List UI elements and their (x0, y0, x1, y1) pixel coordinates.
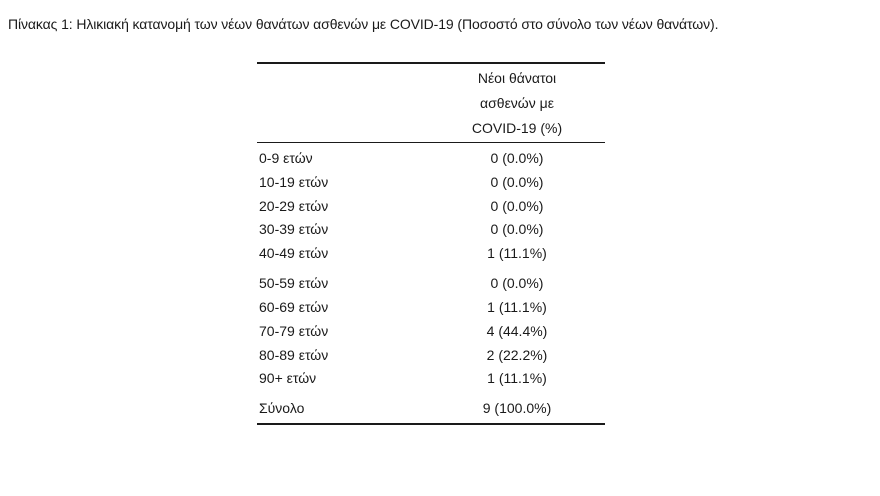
table-row (257, 271, 605, 295)
table-top-rule (257, 62, 605, 64)
header-rule (257, 142, 605, 143)
row-label: 50-59 ετών (259, 275, 329, 291)
row-value: 0 (0.0%) (490, 174, 544, 190)
row-value: 4 (44.4%) (486, 323, 548, 339)
table-row (257, 217, 605, 241)
row-label: 90+ ετών (259, 370, 317, 386)
row-label: 10-19 ετών (259, 174, 329, 190)
table-row (257, 170, 605, 194)
row-label: 70-79 ετών (259, 323, 329, 339)
total-row (257, 396, 605, 420)
table-row (257, 241, 605, 265)
column-header-line-2: ασθενών με (480, 95, 554, 111)
table-row (257, 146, 605, 170)
row-value: 2 (22.2%) (486, 347, 548, 363)
row-value: 0 (0.0%) (490, 198, 544, 214)
table-row (257, 295, 605, 319)
row-value: 1 (11.1%) (487, 245, 547, 261)
table-row (257, 366, 605, 390)
column-header-line-1: Νέοι θάνατοι (477, 70, 557, 86)
total-label: Σύνολο (259, 400, 305, 416)
table-caption: Πίνακας 1: Ηλικιακή κατανομή των νέων θανάτων ασθενών με COVID-19 (Ποσοστό στο σύνολο των νέων θανάτων). (8, 16, 719, 32)
table-row (257, 194, 605, 218)
row-label: 30-39 ετών (259, 221, 329, 237)
row-value: 1 (11.1%) (487, 299, 547, 315)
table-row (257, 319, 605, 343)
row-label: 0-9 ετών (259, 150, 313, 166)
table-row (257, 343, 605, 367)
row-value: 0 (0.0%) (490, 221, 544, 237)
row-value: 1 (11.1%) (487, 370, 547, 386)
row-label: 80-89 ετών (259, 347, 329, 363)
row-value: 0 (0.0%) (490, 150, 544, 166)
row-label: 20-29 ετών (259, 198, 329, 214)
total-value: 9 (100.0%) (482, 400, 552, 416)
row-label: 60-69 ετών (259, 299, 329, 315)
row-value: 0 (0.0%) (490, 275, 544, 291)
row-label: 40-49 ετών (259, 245, 329, 261)
column-header (457, 66, 577, 141)
column-header-line-3: COVID-19 (%) (471, 120, 563, 136)
table-bottom-rule (257, 423, 605, 425)
